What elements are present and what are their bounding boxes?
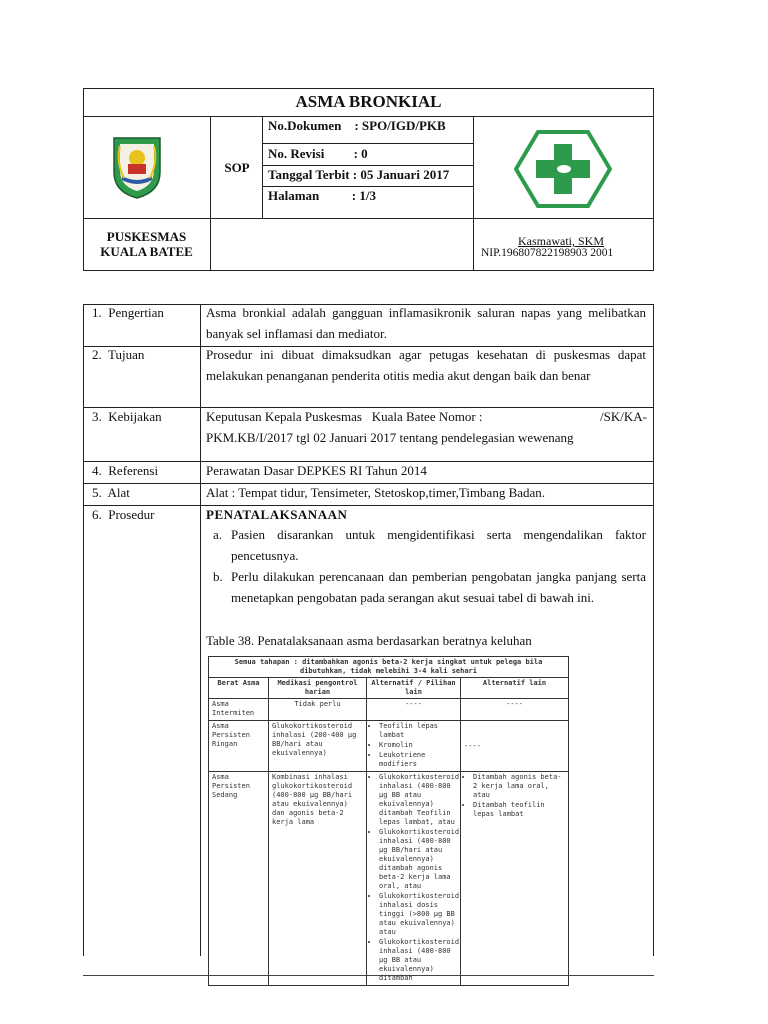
page-title: ASMA BRONKIAL: [295, 92, 442, 111]
regency-logo: [106, 132, 168, 200]
table-row: [209, 772, 569, 986]
org-name-line1: PUSKESMAS: [106, 229, 187, 244]
procedure-item-a: Pasien disarankan untuk mengidentifikasi serta mengendalikan faktor pencetusnya.: [231, 527, 646, 563]
section-text-kebijakan-1: Keputusan Kepala Puskesmas Kuala Batee Nomor :: [206, 409, 483, 424]
asthma-treatment-table: [208, 656, 568, 986]
table-banner-row: [209, 657, 569, 678]
divider: [83, 218, 654, 219]
section-label-pengertian: 1. Pengertian: [92, 305, 164, 320]
list-item: • Ditambah agonis beta-2 kerja lama oral, atau: [473, 773, 565, 800]
table-row: [209, 721, 569, 772]
list-item: • Glukokortikosteroid inhalasi dosis tinggi (>800 µg BB atau ekuivalennya) atau: [379, 892, 457, 937]
section-text-referensi: Perawatan Dasar DEPKES RI Tahun 2014: [206, 463, 427, 478]
section-label-referensi: 4. Referensi: [92, 463, 159, 478]
signer-nip: NIP.196807822198903 2001: [481, 247, 614, 259]
divider: [200, 304, 201, 956]
table-cell: [461, 772, 569, 986]
issue-date: Tanggal Terbit : 05 Januari 2017: [268, 167, 450, 182]
list-item: • Kromolin: [379, 741, 457, 750]
list-item: • Teofilin lepas lambat: [379, 722, 457, 740]
divider: [83, 505, 654, 506]
table-cell: [367, 772, 461, 986]
table-cell: ----: [367, 699, 461, 721]
table-cell: Asma Persisten Ringan: [209, 721, 269, 772]
title-divider: [83, 116, 654, 117]
table-header: Berat Asma: [209, 678, 269, 699]
table-cell: Asma Persisten Sedang: [209, 772, 269, 986]
divider: [262, 143, 473, 144]
puskesmas-logo: [514, 130, 612, 208]
table-cell: Tidak perlu: [269, 699, 367, 721]
table-cell: Glukokortikosteroid inhalasi (200-400 µg BB/hari atau ekuivalennya): [269, 721, 367, 772]
table-banner: Semua tahapan : ditambahkan agonis beta-2 kerja singkat untuk pelega bila dibutuhkan, tidak melebihi 3-4 kali sehari: [209, 657, 569, 678]
divider: [262, 116, 263, 218]
section-text-alat: Alat : Tempat tidur, Tensimeter, Stetoskop,timer,Timbang Badan.: [206, 485, 546, 500]
section-label-kebijakan: 3. Kebijakan: [92, 409, 162, 424]
doc-number: No.Dokumen : SPO/IGD/PKB: [268, 118, 446, 133]
table-header: Alternatif / Pilihan lain: [367, 678, 461, 699]
signer-name: Kasmawati, SKM: [518, 234, 604, 248]
sop-label: SOP: [224, 160, 250, 175]
table-cell: ----: [461, 699, 569, 721]
table-header: Medikasi pengontrol harian: [269, 678, 367, 699]
section-text-kebijakan-1b: /SK/KA-: [600, 409, 647, 424]
footer-rule: [83, 975, 654, 976]
divider: [262, 165, 473, 166]
revision-number: No. Revisi : 0: [268, 146, 368, 161]
divider: [210, 116, 211, 271]
table-row: [209, 699, 569, 721]
procedure-marker-a: a.: [213, 527, 223, 542]
list-item: • Glukokortikosteroid inhalasi (400-800 µg BB atau ekuivalennya) ditambah: [379, 938, 457, 983]
list-item: • Leukotriene modifiers: [379, 751, 457, 769]
org-name-line2: KUALA BATEE: [100, 244, 193, 259]
list-item: • Ditambah teofilin lepas lambat: [473, 801, 565, 819]
list-item: • Glukokortikosteroid inhalasi (400-800 µg BB atau ekuivalennya) ditambah Teofilin lepas lambat, atau: [379, 773, 457, 827]
page-number: Halaman : 1/3: [268, 188, 376, 203]
section-text-kebijakan-2: PKM.KB/I/2017 tgl 02 Januari 2017 tentang pendelegasian wewenang: [206, 430, 574, 445]
table-cell: Asma Intermiten: [209, 699, 269, 721]
section-label-alat: 5. Alat: [92, 485, 130, 500]
divider: [262, 186, 473, 187]
table-caption: Table 38. Penatalaksanaan asma berdasarkan beratnya keluhan: [206, 633, 532, 648]
table-header: Alternatif lain: [461, 678, 569, 699]
section-label-tujuan: 2. Tujuan: [92, 347, 145, 362]
procedure-item-b: Perlu dilakukan perencanaan dan pemberian pengobatan jangka panjang serta menetapkan pengobatan pada serangan akut sesuai tabel di bawah ini.: [231, 569, 646, 605]
section-text-tujuan: Prosedur ini dibuat dimaksudkan agar petugas kesehatan di puskesmas dapat melakukan penanganan penderita otitis media akut dengan baik dan benar: [206, 347, 646, 383]
table-cell: [367, 721, 461, 772]
table-cell: ----: [461, 721, 569, 772]
divider: [473, 116, 474, 218]
section-text-pengertian: Asma bronkial adalah gangguan inflamasikronik saluran napas yang melibatkan banyak sel inflamasi dan mediator.: [206, 305, 646, 341]
divider: [473, 218, 474, 271]
table-cell: Kombinasi inhalasi glukokortikosteroid (400-800 µg BB/hari atau ekuivalennya) dan agonis beta-2 kerja lama: [269, 772, 367, 986]
procedure-heading: PENATALAKSANAAN: [206, 507, 348, 522]
list-item: • Glukokortikosteroid inhalasi (400-800 µg BB/hari atau ekuivalennya) ditambah agonis beta-2 kerja lama oral, atau: [379, 828, 457, 891]
table-header-row: [209, 678, 569, 699]
procedure-marker-b: b.: [213, 569, 223, 584]
section-label-prosedur: 6. Prosedur: [92, 507, 155, 522]
